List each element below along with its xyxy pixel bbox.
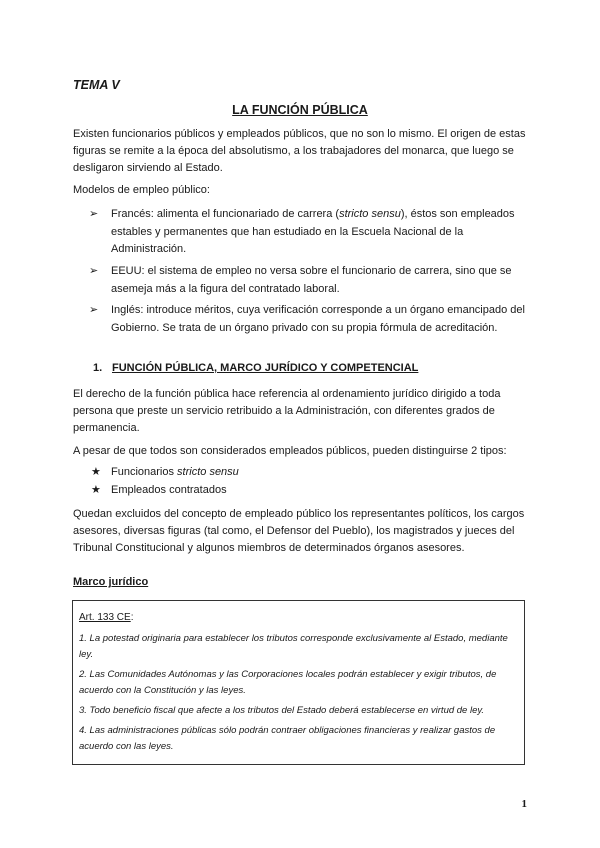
list-item (73, 302, 533, 337)
marco-heading: Marco jurídico (73, 576, 149, 588)
star-bullet-icon: ★ (91, 466, 101, 478)
modelos-label: Modelos de empleo público: (73, 184, 210, 196)
arrow-bullet-icon: ➢ (89, 208, 99, 220)
intro-paragraph: Existen funcionarios públicos y empleados públicos, que no son lo mismo. El origen de estas figuras se remite a la época del absolutismo, a los trabajadores del monarca, que luego se desligaron sirviendo al Estado. (73, 128, 526, 174)
pesar-paragraph: A pesar de que todos son considerados empleados públicos, pueden distinguirse 2 tipos: (73, 445, 507, 457)
list-item (73, 482, 533, 499)
list-item-text: Empleados contratados (111, 484, 227, 496)
article-label: Art. 133 CE: (79, 612, 134, 623)
arrow-bullet-icon: ➢ (89, 265, 99, 277)
list-item-text: EEUU: el sistema de empleo no versa sobre el funcionario de carrera, sino que se asemeja más a la figura del contratado laboral. (111, 265, 512, 295)
list-item-text: Funcionarios stricto sensu (111, 466, 239, 478)
star-bullet-icon: ★ (91, 484, 101, 496)
page-number: 1 (521, 798, 527, 810)
page-title: LA FUNCIÓN PÚBLICA (232, 103, 368, 117)
list-item (73, 206, 533, 259)
list-item (73, 464, 533, 481)
derecho-paragraph: El derecho de la función pública hace referencia al ordenamiento jurídico dirigido a toda persona que preste un servicio retribuido a la Administración, con diferentes grados de permanencia. (73, 388, 501, 434)
excluidos-paragraph: Quedan excluidos del concepto de empleado público los representantes políticos, los cargos asesores, diversas figuras (tal como, el Defensor del Pueblo), los magistrados y jueces del Tribunal Constitucional y algunos miembros de determinados órganos asesores. (73, 508, 525, 554)
list-item (73, 263, 533, 298)
article-box (72, 600, 525, 765)
article-item: 1. La potestad originaria para establecer los tributos corresponde exclusivamente al Estado, mediante ley. (79, 633, 508, 660)
section-heading: 1. FUNCIÓN PÚBLICA, MARCO JURÍDICO Y COMPETENCIAL (93, 362, 419, 374)
chapter-label: TEMA V (73, 78, 120, 92)
article-item: 2. Las Comunidades Autónomas y las Corporaciones locales podrán establecer y exigir tributos, de acuerdo con la Constitución y las leyes. (79, 669, 497, 696)
list-item-text: Inglés: introduce méritos, cuya verificación corresponde a un órgano emancipado del Gobierno. Se trata de un órgano privado con su propia fórmula de acreditación. (111, 304, 525, 334)
arrow-bullet-icon: ➢ (89, 304, 99, 316)
article-item: 3. Todo beneficio fiscal que afecte a los tributos del Estado deberá establecerse en virtud de ley. (79, 705, 485, 716)
article-item: 4. Las administraciones públicas sólo podrán contraer obligaciones financieras y realizar gastos de acuerdo con las leyes. (79, 725, 496, 752)
list-item-text: Francés: alimenta el funcionariado de carrera (stricto sensu), éstos son empleados estables y permanentes que han estudiado en la Escuela Nacional de la Administración. (111, 208, 515, 255)
